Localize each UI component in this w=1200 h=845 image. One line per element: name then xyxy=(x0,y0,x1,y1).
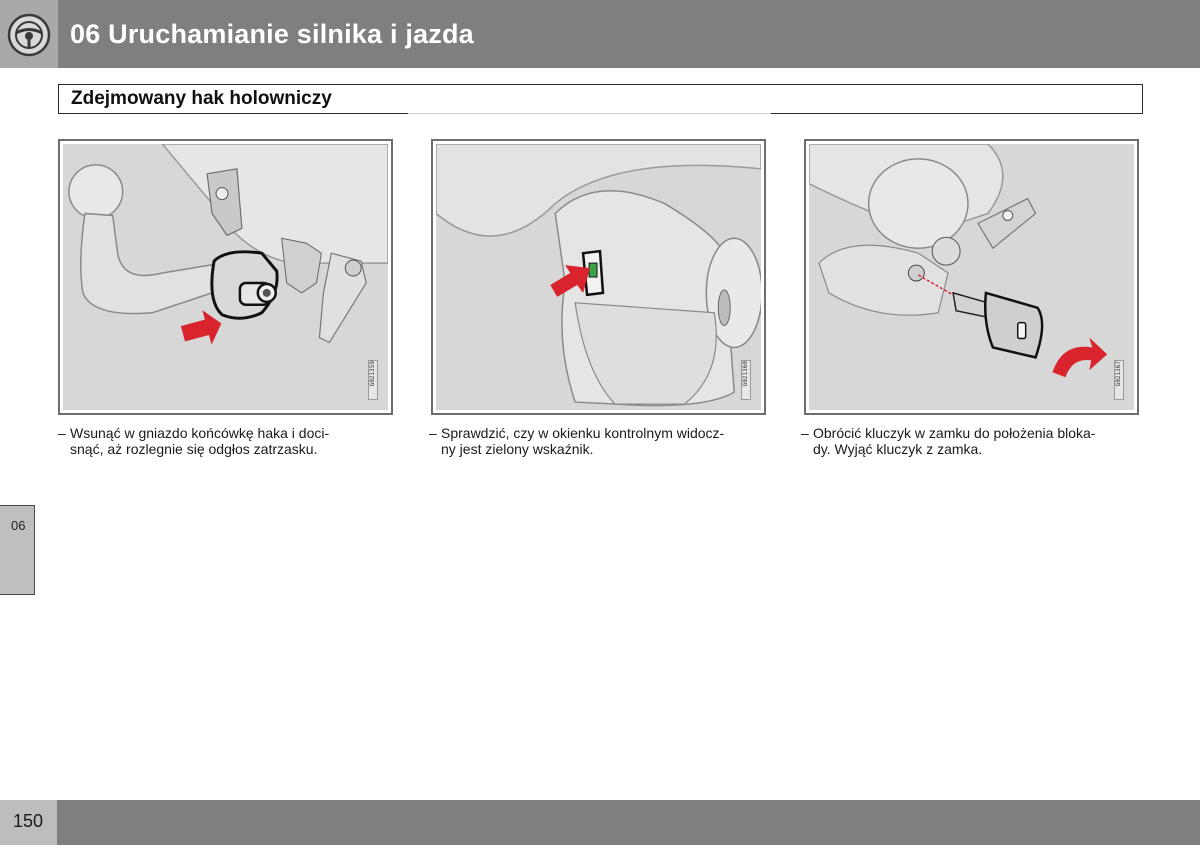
page-footer xyxy=(0,800,1200,845)
indicator-check-illustration xyxy=(436,144,761,410)
caption-line: snąć, aż rozlegnie się odgłos zatrzasku. xyxy=(70,441,318,457)
figure-code-label: G021367 xyxy=(1114,360,1124,400)
caption-line: Sprawdzić, czy w okienku kontrolnym widocz- xyxy=(441,425,725,441)
header-logo-box xyxy=(0,0,58,68)
section-box-gap-line xyxy=(408,113,771,114)
key-turn-illustration xyxy=(809,144,1134,410)
towbar-insert-illustration xyxy=(63,144,388,410)
figure-check-indicator xyxy=(431,139,766,415)
caption-turn-key: – Obrócić kluczyk w zamku do położenia bloka- dy. Wyjąć kluczyk z zamka. xyxy=(801,425,1146,457)
figure-code-label: G021360 xyxy=(741,360,751,400)
figure-insert-towbar xyxy=(58,139,393,415)
caption-line: ny jest zielony wskaźnik. xyxy=(441,441,594,457)
figure-turn-key xyxy=(804,139,1139,415)
figure-illustration xyxy=(809,144,1134,410)
caption-line: Obrócić kluczyk w zamku do położenia bloka- xyxy=(813,425,1096,441)
section-heading-box xyxy=(58,84,1143,114)
figure-illustration xyxy=(436,144,761,410)
caption-insert-towbar: – Wsunąć w gniazdo końcówkę haka i doci- snąć, aż rozlegnie się odgłos zatrzasku. xyxy=(58,425,403,457)
chapter-tab-label: 06 xyxy=(11,518,26,533)
section-title: Zdejmowany hak holowniczy xyxy=(71,88,332,109)
chapter-side-tab[interactable] xyxy=(0,505,35,595)
page-number: 150 xyxy=(13,811,44,831)
steering-wheel-icon xyxy=(6,12,52,58)
figure-illustration xyxy=(63,144,388,410)
figure-code-label: G021359 xyxy=(368,360,378,400)
chapter-title: 06 Uruchamianie silnika i jazda xyxy=(70,19,474,49)
caption-check-indicator: – Sprawdzić, czy w okienku kontrolnym widocz- ny jest zielony wskaźnik. xyxy=(429,425,774,457)
caption-line: dy. Wyjąć kluczyk z zamka. xyxy=(813,441,983,457)
caption-line: Wsunąć w gniazdo końcówkę haka i doci- xyxy=(70,425,330,441)
